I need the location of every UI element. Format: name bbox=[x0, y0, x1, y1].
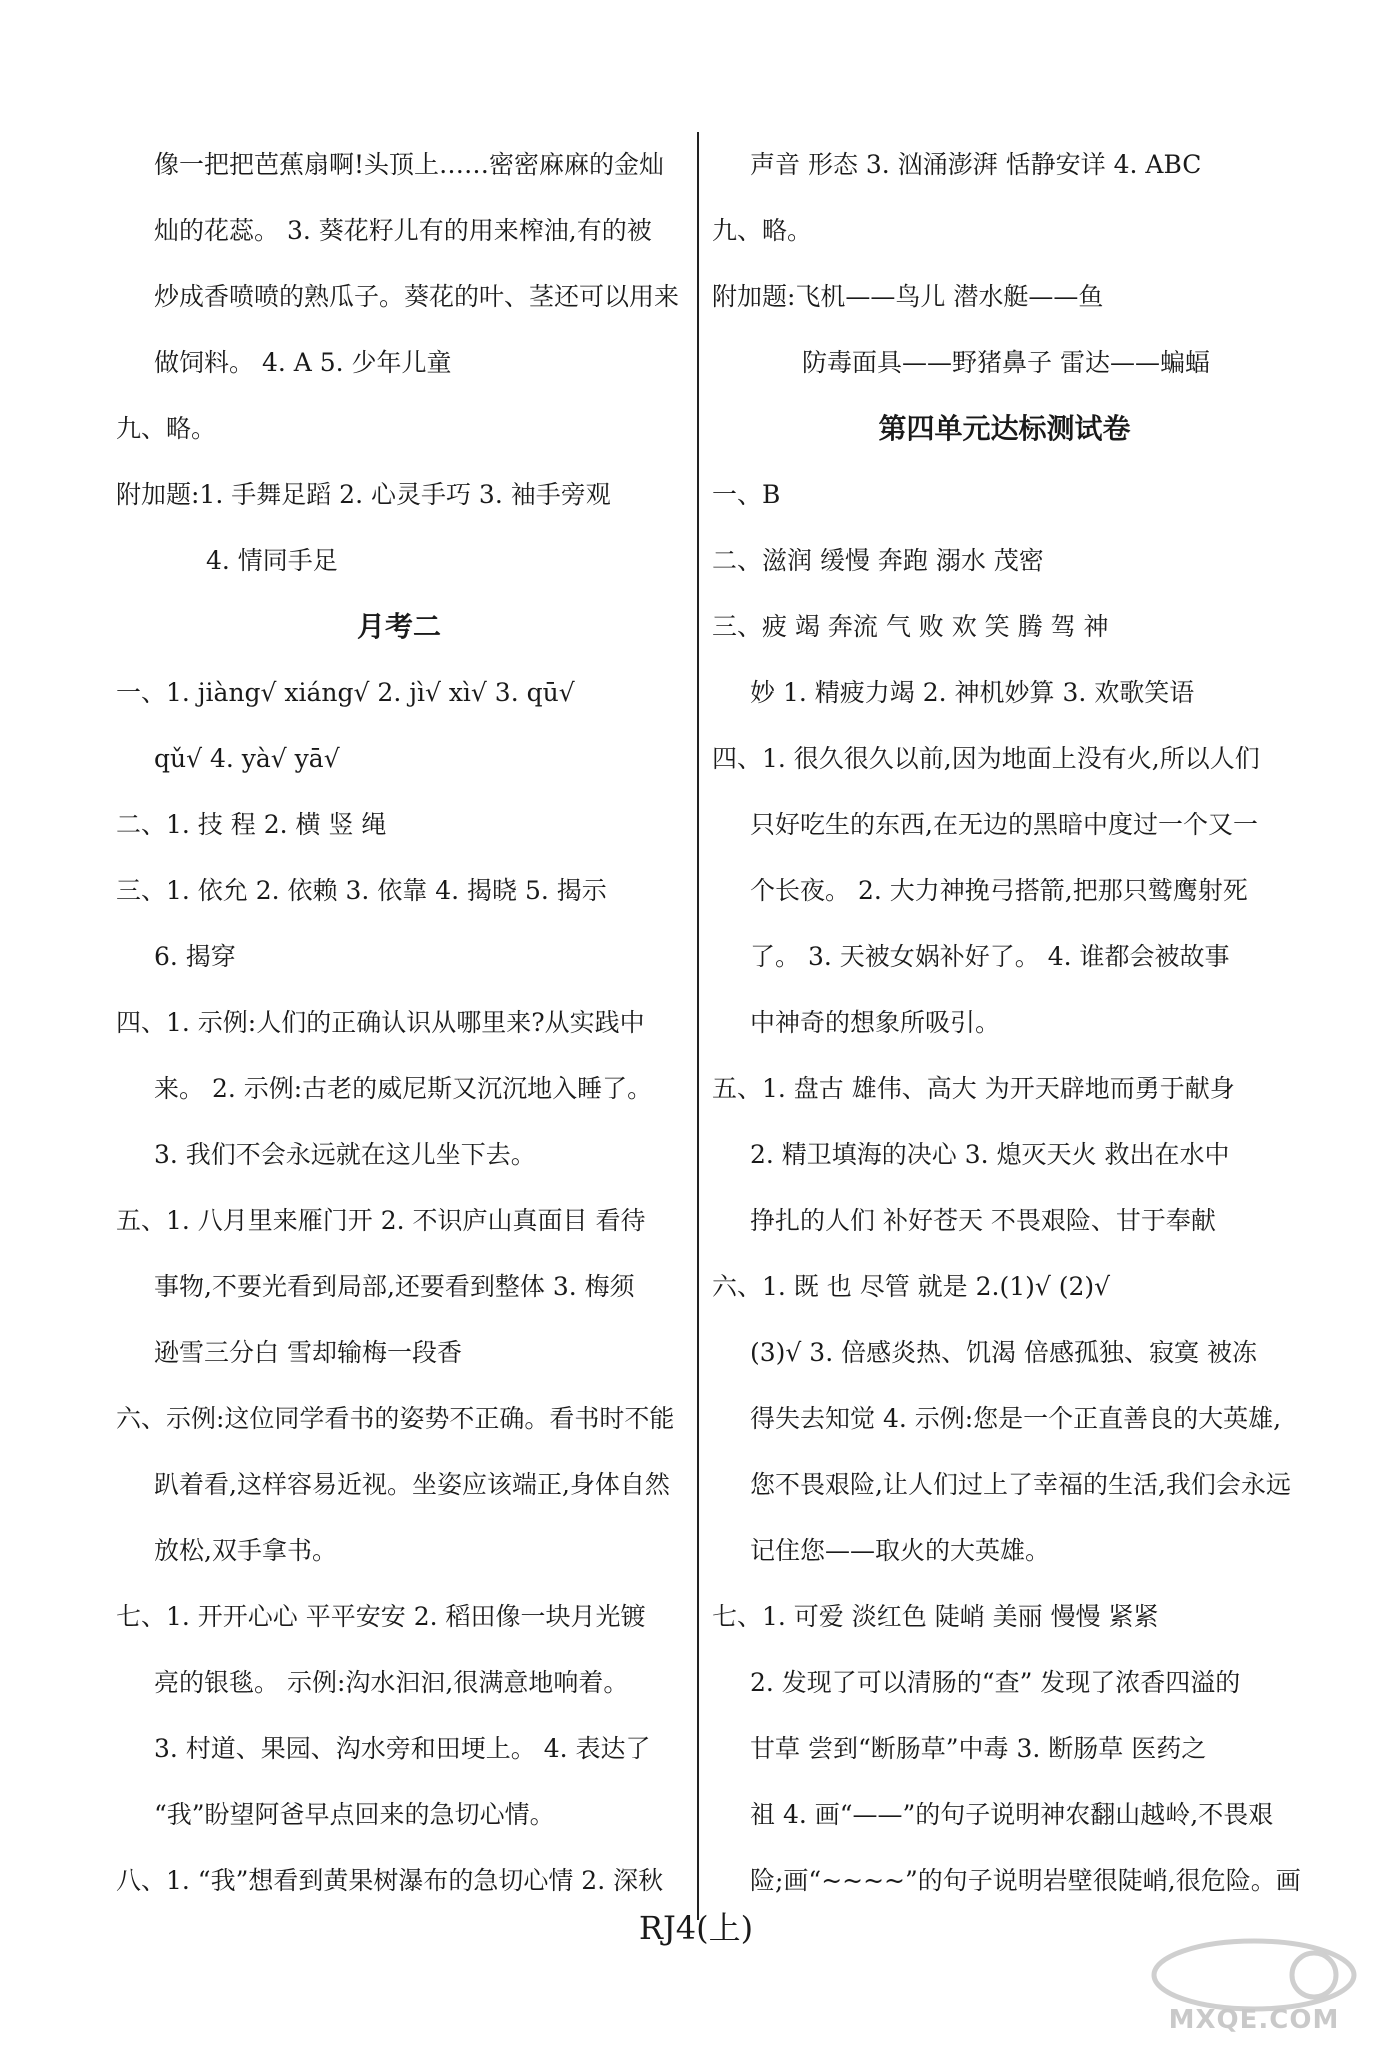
left-answer-line: 像一把把芭蕉扇啊!头顶上……密密麻麻的金灿 bbox=[154, 150, 665, 179]
left-answer-line: 来。 2. 示例:古老的威尼斯又沉沉地入睡了。 bbox=[154, 1074, 653, 1103]
left-answer-line: 做饲料。 4. A 5. 少年儿童 bbox=[154, 348, 452, 377]
left-answer-line: 九、略。 bbox=[116, 414, 217, 443]
left-answer-line: 五、1. 八月里来雁门开 2. 不识庐山真面目 看待 bbox=[116, 1206, 646, 1235]
right-answer-line: 您不畏艰险,让人们过上了幸福的生活,我们会永远 bbox=[750, 1470, 1291, 1499]
right-answer-line: 中神奇的想象所吸引。 bbox=[750, 1008, 1001, 1037]
left-answer-line: 一、1. jiàng√ xiáng√ 2. jì√ xì√ 3. qū√ bbox=[116, 678, 575, 707]
right-answer-line: 附加题:飞机——鸟儿 潜水艇——鱼 bbox=[712, 282, 1104, 311]
left-answer-line: 事物,不要光看到局部,还要看到整体 3. 梅须 bbox=[154, 1272, 635, 1301]
left-answer-line: 6. 揭穿 bbox=[154, 942, 236, 971]
right-answer-line: 六、1. 既 也 尽管 就是 2.(1)√ (2)√ bbox=[712, 1272, 1111, 1301]
right-answer-line: 甘草 尝到“断肠草”中毒 3. 断肠草 医药之 bbox=[750, 1734, 1207, 1763]
right-answer-line: 得失去知觉 4. 示例:您是一个正直善良的大英雄, bbox=[750, 1404, 1282, 1433]
right-answer-line: 祖 4. 画“——”的句子说明神农翻山越岭,不畏艰 bbox=[750, 1800, 1274, 1829]
right-answer-line: 一、B bbox=[712, 480, 781, 509]
right-answer-line: 了。 3. 天被女娲补好了。 4. 谁都会被故事 bbox=[750, 942, 1230, 971]
right-section-title: 第四单元达标测试卷 bbox=[878, 412, 1131, 445]
right-answer-line: 只好吃生的东西,在无边的黑暗中度过一个又一 bbox=[750, 810, 1258, 839]
right-answer-line: 2. 精卫填海的决心 3. 熄灭天火 救出在水中 bbox=[750, 1140, 1230, 1169]
right-column bbox=[712, 132, 1301, 1914]
left-answer-line: 炒成香喷喷的熟瓜子。葵花的叶、茎还可以用来 bbox=[154, 282, 680, 311]
left-answer-line: 3. 村道、果园、沟水旁和田埂上。 4. 表达了 bbox=[154, 1734, 651, 1763]
right-answer-line: 2. 发现了可以清肠的“查” 发现了浓香四溢的 bbox=[750, 1668, 1241, 1697]
left-answer-line: 4. 情同手足 bbox=[206, 546, 338, 575]
left-answer-line: 六、示例:这位同学看书的姿势不正确。看书时不能 bbox=[116, 1404, 675, 1433]
left-answer-line: 八、1. “我”想看到黄果树瀑布的急切心情 2. 深秋 bbox=[116, 1866, 664, 1895]
left-answer-line: 七、1. 开开心心 平平安安 2. 稻田像一块月光镀 bbox=[116, 1602, 646, 1631]
left-answer-line: 亮的银毯。 示例:沟水汩汩,很满意地响着。 bbox=[154, 1668, 629, 1697]
left-answer-line: 逊雪三分白 雪却输梅一段香 bbox=[154, 1338, 462, 1367]
right-answer-line: 九、略。 bbox=[712, 216, 813, 245]
left-column bbox=[116, 132, 682, 1914]
left-answer-line: 3. 我们不会永远就在这儿坐下去。 bbox=[154, 1140, 536, 1169]
right-answer-line: 声音 形态 3. 汹涌澎湃 恬静安详 4. ABC bbox=[750, 150, 1202, 179]
left-answer-line: 放松,双手拿书。 bbox=[154, 1536, 337, 1565]
right-answer-line: 记住您——取火的大英雄。 bbox=[750, 1536, 1051, 1565]
right-answer-line: 七、1. 可爱 淡红色 陡峭 美丽 慢慢 紧紧 bbox=[712, 1602, 1159, 1631]
right-answer-line: 挣扎的人们 补好苍天 不畏艰险、甘于奉献 bbox=[750, 1206, 1216, 1235]
left-answer-line: 灿的花蕊。 3. 葵花籽儿有的用来榨油,有的被 bbox=[154, 216, 652, 245]
right-answer-line: 个长夜。 2. 大力神挽弓搭箭,把那只鹫鹰射死 bbox=[750, 876, 1248, 905]
right-answer-line: 五、1. 盘古 雄伟、高大 为开天辟地而勇于献身 bbox=[712, 1074, 1235, 1103]
left-answer-line: 四、1. 示例:人们的正确认识从哪里来?从实践中 bbox=[116, 1008, 645, 1037]
watermark-seal-icon bbox=[1144, 1935, 1364, 2015]
watermark-logo bbox=[1144, 1935, 1364, 2045]
right-answer-line: 妙 1. 精疲力竭 2. 神机妙算 3. 欢歌笑语 bbox=[750, 678, 1195, 707]
left-answer-line: “我”盼望阿爸早点回来的急切心情。 bbox=[154, 1800, 555, 1829]
left-section-title: 月考二 bbox=[356, 610, 441, 643]
right-answer-line: (3)√ 3. 倍感炎热、饥渴 倍感孤独、寂寞 被冻 bbox=[750, 1338, 1257, 1367]
right-answer-line: 险;画“~~~~”的句子说明岩壁很陡峭,很危险。画 bbox=[750, 1866, 1301, 1895]
right-answer-line: 防毒面具——野猪鼻子 雷达——蝙蝠 bbox=[802, 348, 1210, 377]
right-answer-line: 二、滋润 缓慢 奔跑 溺水 茂密 bbox=[712, 546, 1044, 575]
left-answer-line: 趴着看,这样容易近视。坐姿应该端正,身体自然 bbox=[154, 1470, 670, 1499]
left-answer-line: 二、1. 技 程 2. 横 竖 绳 bbox=[116, 810, 387, 839]
right-answer-line: 四、1. 很久很久以前,因为地面上没有火,所以人们 bbox=[712, 744, 1260, 773]
right-answer-line: 三、疲 竭 奔流 气 败 欢 笑 腾 驾 神 bbox=[712, 612, 1109, 641]
page-footer: RJ4(上) bbox=[638, 1909, 754, 1947]
left-answer-line: qǔ√ 4. yà√ yā√ bbox=[154, 744, 340, 773]
column-divider bbox=[697, 132, 699, 1920]
left-answer-line: 附加题:1. 手舞足蹈 2. 心灵手巧 3. 袖手旁观 bbox=[116, 480, 611, 509]
left-answer-line: 三、1. 依允 2. 依赖 3. 依靠 4. 揭晓 5. 揭示 bbox=[116, 876, 607, 905]
watermark-text: MXQE.COM bbox=[1168, 2005, 1340, 2035]
